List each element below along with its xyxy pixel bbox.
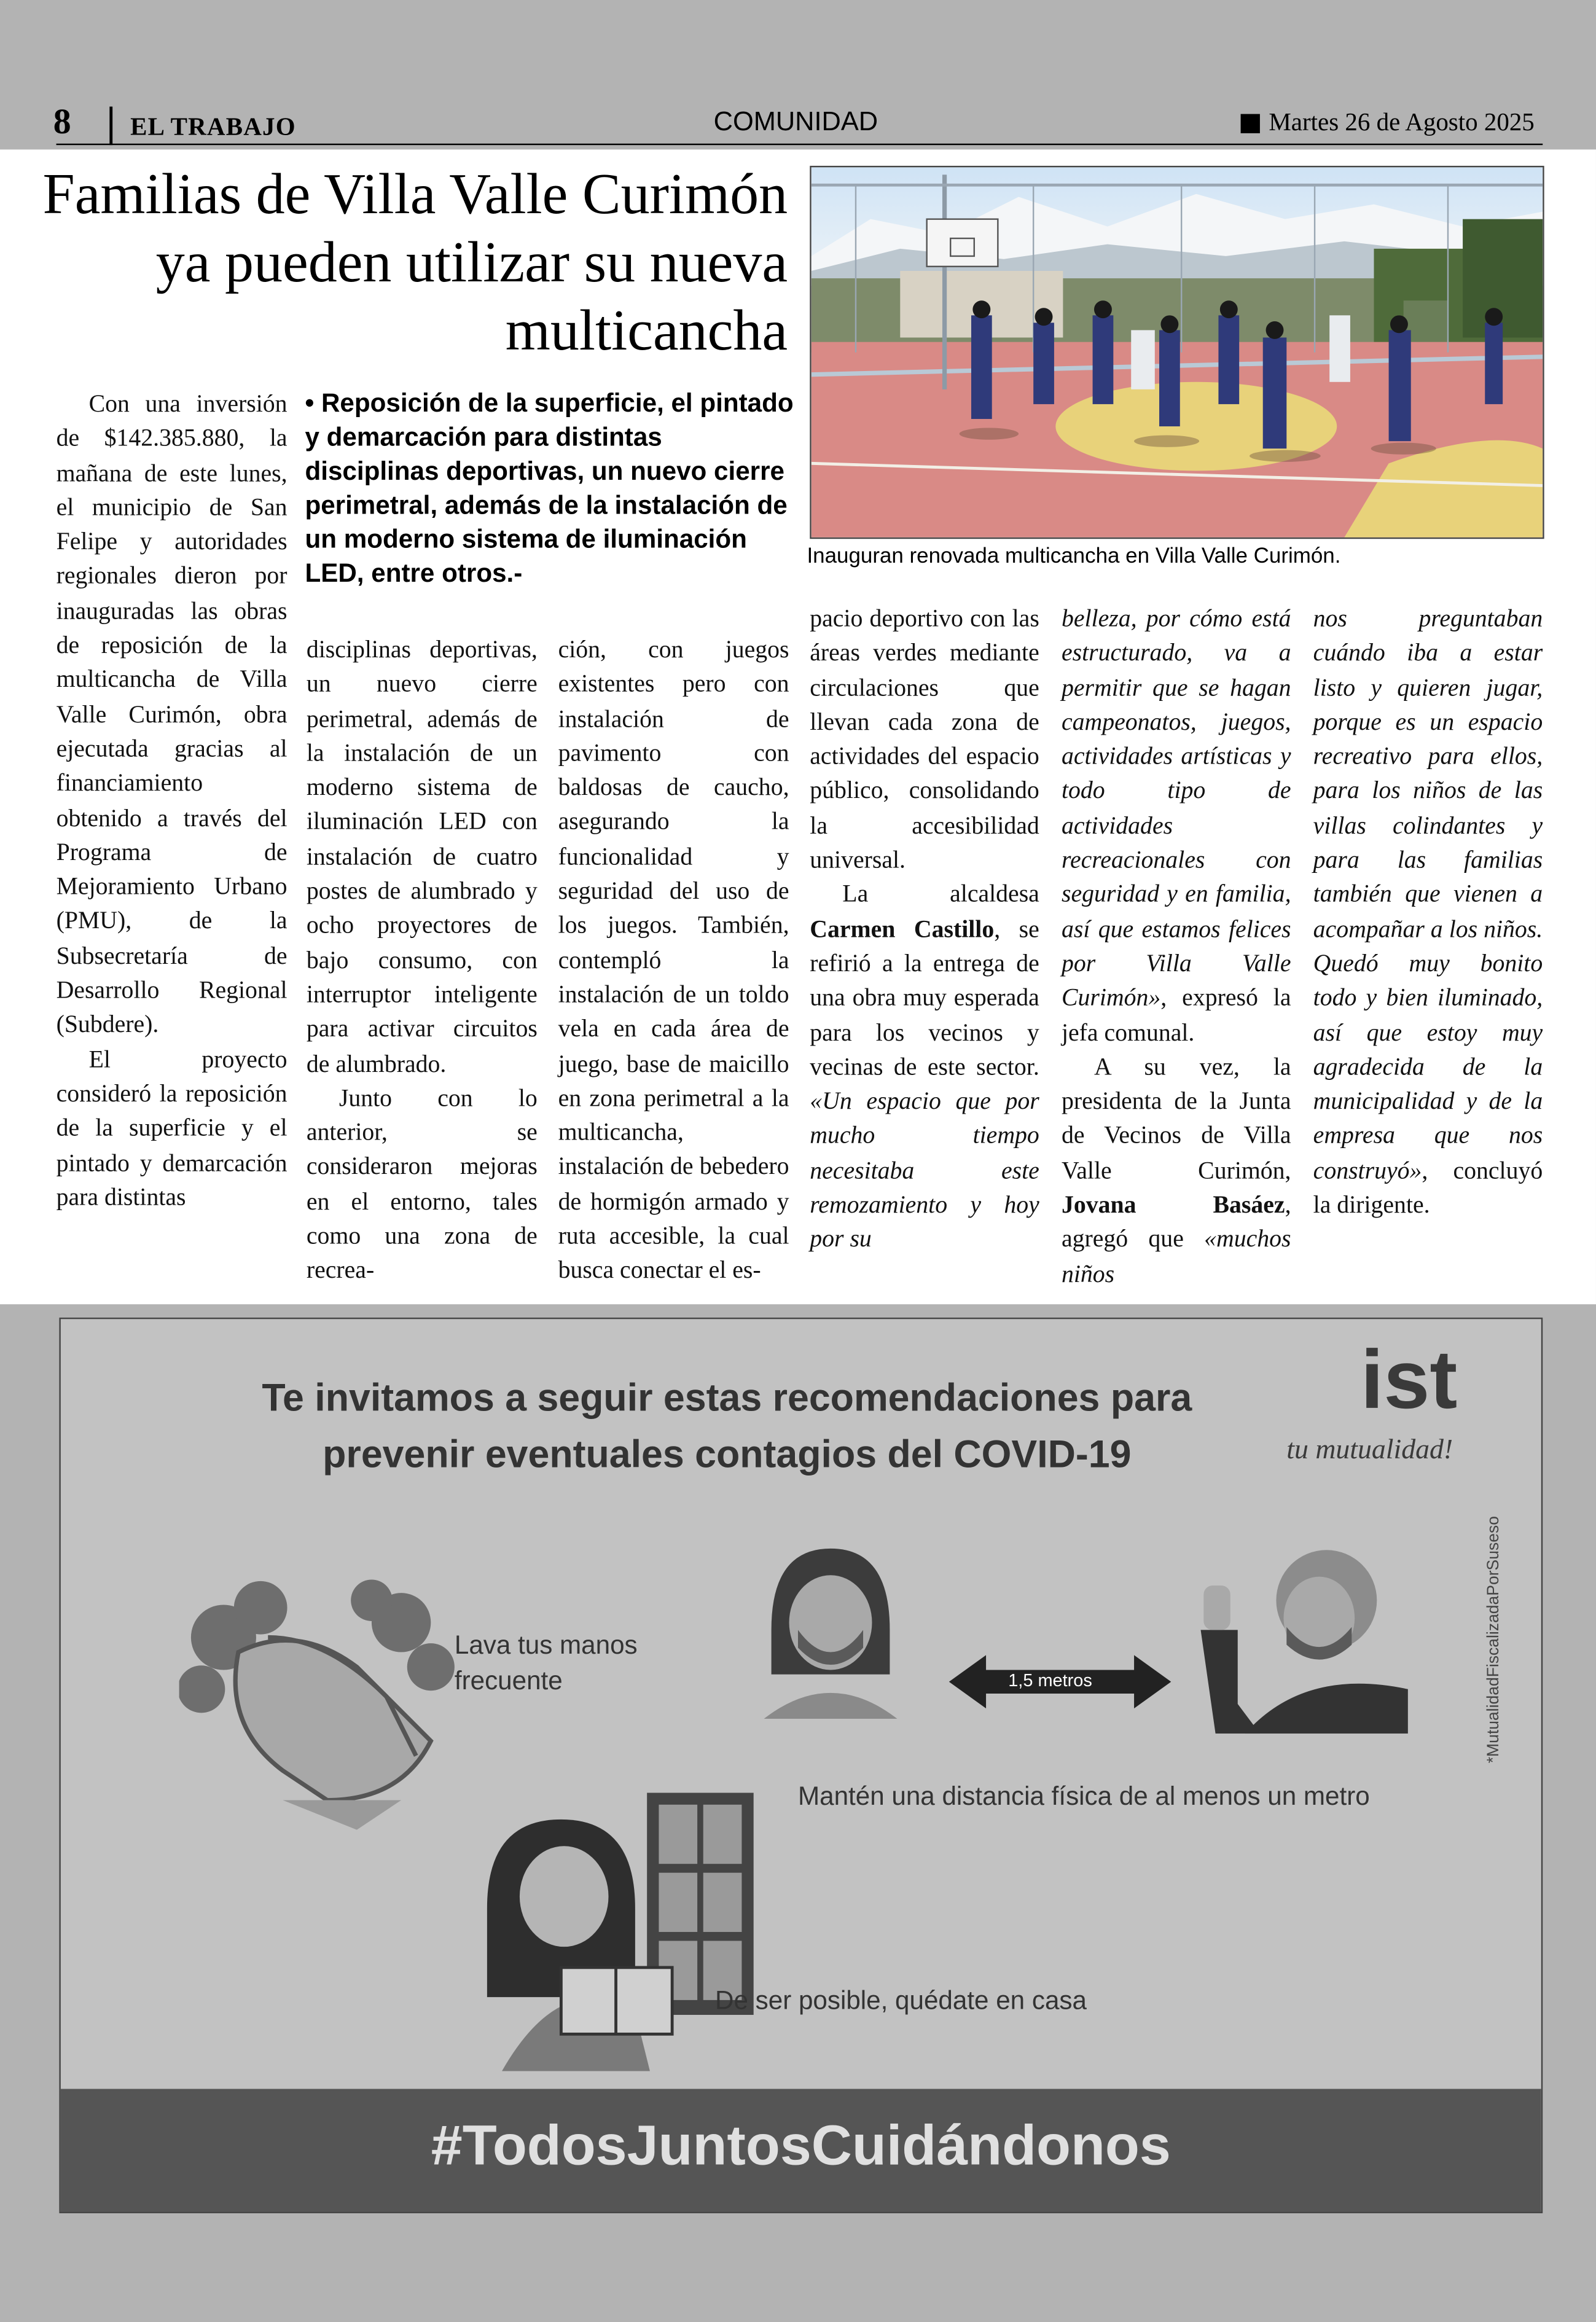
distance-label: 1,5 metros (1008, 1670, 1092, 1691)
tip-wash-hands: Lava tus manos frecuente (454, 1630, 638, 1695)
person-name: Carmen Castillo (810, 914, 995, 943)
ad-title: Te invitamos a seguir estas recomendaciones para prevenir eventuales contagios del COVID-19 (262, 1375, 1192, 1476)
article-deck: • Reposición de la superficie, el pintado y demarcación para distintas disciplinas deportivas, un nuevo cierre perimetral, además de la instalación de un moderno sistema de iluminación LED, entre otros.- (305, 388, 794, 588)
body-paragraph (1062, 601, 1291, 1049)
article (0, 149, 1596, 1304)
body-paragraph (1062, 1049, 1291, 1291)
body-column-4 (810, 601, 1039, 1256)
page-header (0, 0, 1596, 148)
body-paragraph: Junto con lo anterior, se consideraron mejoras en el entorno, tales como una zona de recrea- (306, 1083, 538, 1284)
date-bullet-icon (1241, 114, 1260, 133)
body-column-6 (1313, 601, 1543, 1222)
article-photo (810, 166, 1544, 539)
stay-home-icon (472, 1790, 769, 2071)
logo-tagline: tu mutualidad! (1286, 1433, 1453, 1464)
page-number: 8 (53, 103, 71, 143)
header-divider (109, 107, 112, 146)
body-paragraph: ción, con juegos existentes pero con instalación de pavimento con baldosas de caucho, asegurando la funcionalidad y seguridad del uso de los juegos. También, contempló la instalación de un toldo vela en cada área de juego, base de maicillo en zona perimetral a la multicancha, instalación de bebedero de hormigón armado y ruta accesible, la cual busca conectar el es- (558, 635, 789, 1284)
body-text: , agregó que (1061, 1190, 1291, 1253)
issue-date: Martes 26 de Agosto 2025 (1269, 108, 1535, 136)
quote-text: «Un espacio que por mucho tiempo necesitaba este remozamiento y hoy por su (810, 1087, 1039, 1253)
body-text: , concluyó la dirigente. (1313, 1155, 1543, 1219)
hand-washing-icon (179, 1578, 475, 1830)
body-paragraph (810, 877, 1039, 1257)
photo-caption: Inauguran renovada multicancha en Villa Valle Curimón. (807, 544, 1341, 569)
man-thumbs-up-icon (1186, 1526, 1408, 1734)
body-column-5 (1062, 601, 1291, 1291)
newspaper-name: EL TRABAJO (130, 112, 296, 141)
ad-fine-print: *MutualidadFiscalizadaPorSuseso (1485, 1515, 1503, 1764)
body-column-1 (57, 386, 288, 1214)
covid-advertisement (59, 1318, 1543, 2213)
body-paragraph (1313, 601, 1543, 1222)
body-paragraph: disciplinas deportivas, un nuevo cierre perimetral, además de la instalación de un moderno sistema de iluminación LED con instalación de cuatro postes de alumbrado y ocho proyectores de bajo consumo, con interruptor inteligente para activar circuitos de alumbrado. (306, 635, 538, 1077)
body-text: , expresó la jefa comunal. (1061, 983, 1291, 1046)
body-column-2 (307, 632, 538, 1288)
body-paragraph: Con una inversión de $142.385.880, la mañana de este lunes, el municipio de San Felipe y autoridades regionales dieron por inauguradas las obras de reposición de la multicancha de Villa Valle Curimón, obra ejecutada gracias al financiamiento obtenido a través del Programa de Mejoramiento Urbano (PMU), de la Subsecretaría de Desarrollo Regional (Subdere). (56, 389, 288, 1039)
tip-distance: Mantén una distancia física de al menos un metro (797, 1781, 1370, 1811)
headline: Familias de Villa Valle Curimón ya pueden utilizar su nueva multicancha (42, 163, 788, 363)
tip-stay-home: De ser posible, quédate en casa (715, 1985, 1087, 2015)
body-text: , se refirió a la entrega de una obra muy esperada para los vecinos y vecinas de este sector. (810, 914, 1039, 1081)
section-label: COMUNIDAD (713, 106, 878, 136)
header-rule (57, 144, 1543, 145)
person-name: Jovana Basáez (1061, 1190, 1285, 1219)
woman-mask-icon (757, 1541, 905, 1719)
ad-footer-band (61, 2089, 1541, 2212)
logo-wordmark: ist (1360, 1337, 1458, 1426)
campaign-hashtag: #TodosJuntosCuidándonos (431, 2115, 1171, 2178)
body-paragraph: pacio deportivo con las áreas verdes mediante circulaciones que llevan cada zona de actividades del espacio público, consolidando la accesibilidad universal. (810, 604, 1039, 874)
body-column-3 (558, 632, 789, 1288)
quote-text: belleza, por cómo está estructurado, va a permitir que se hagan campeonatos, juegos, actividades artísticas y todo tipo de actividades recreacionales con seguridad y en familia, así que estamos felices por Villa Valle Curimón» (1061, 604, 1291, 1012)
body-text: A su vez, la presidenta de la Junta de Vecinos de Villa Valle Curimón, (1061, 1052, 1291, 1184)
quote-text: nos preguntaban cuándo iba a estar listo y quieren jugar, porque es un espacio recreativo para ellos, para los niños de las villas colindantes y para las familias también que vienen a acompañar a los niños. Quedó muy bonito todo y bien iluminado, así que estoy muy agradecida de la municipalidad y de la empresa que nos construyó» (1313, 604, 1543, 1184)
quote-text: «muchos niños (1061, 1224, 1291, 1288)
basketball-court-photo (812, 167, 1543, 538)
body-paragraph: El proyecto consideró la reposición de la superficie y el pintado y demarcación para distintas (56, 1044, 288, 1211)
body-text: La alcaldesa (842, 880, 1039, 909)
